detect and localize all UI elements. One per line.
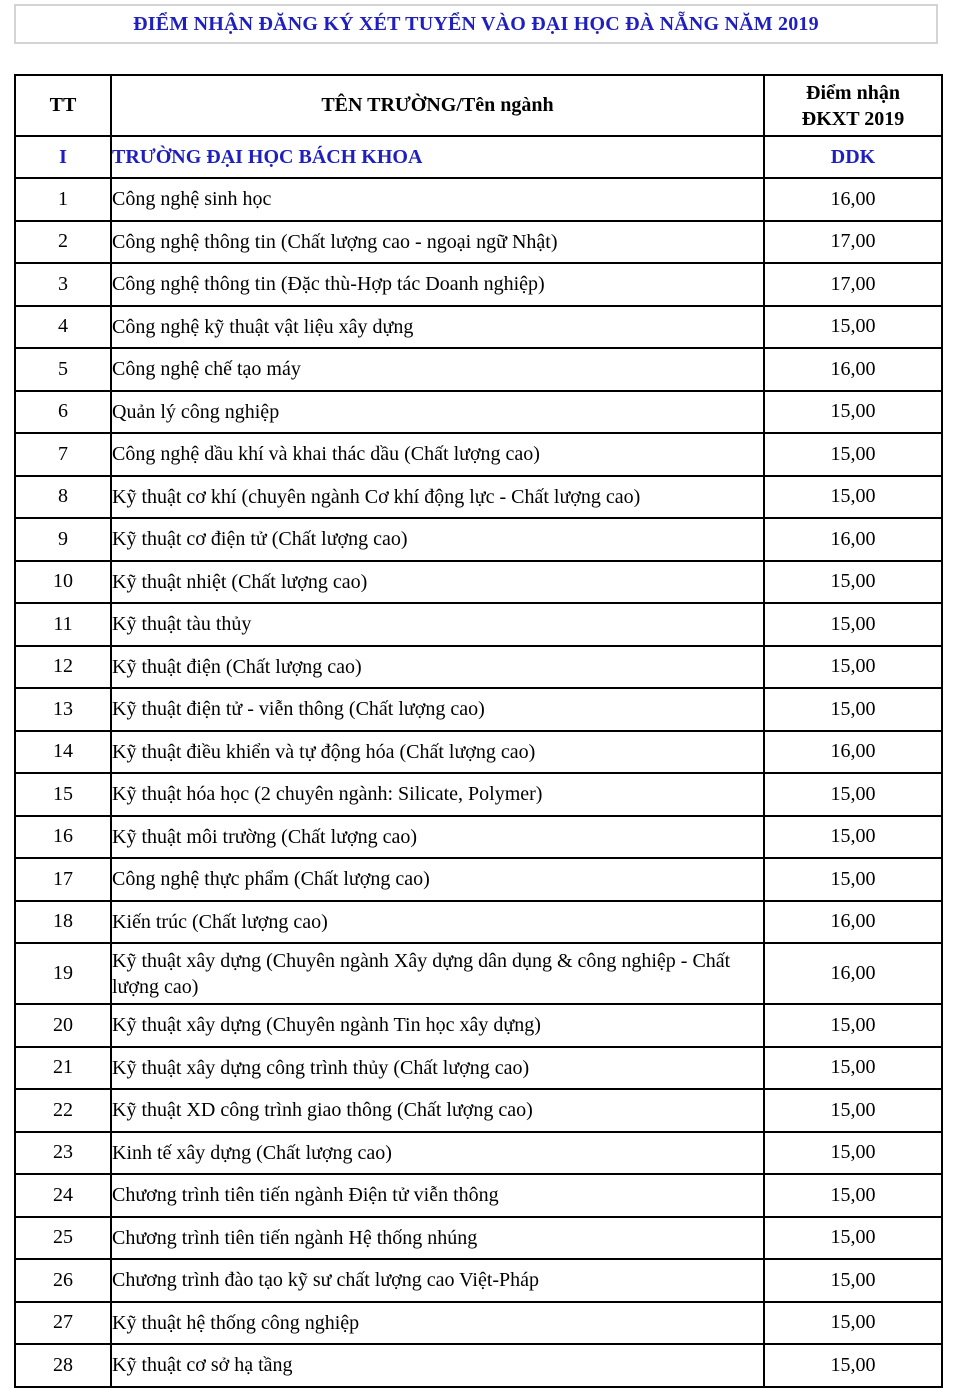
row-score: 15,00 [764,561,942,604]
table-row [15,1217,942,1260]
row-name: Kỹ thuật xây dựng (Chuyên ngành Xây dựng dân dụng & công nghiệp - Chất lượng cao) [111,943,764,1004]
row-tt: 27 [15,1302,111,1345]
row-score: 15,00 [764,646,942,689]
table-row [15,901,942,944]
table-row [15,858,942,901]
row-tt: 9 [15,518,111,561]
row-score: 15,00 [764,1004,942,1047]
row-name: Kỹ thuật điều khiển và tự động hóa (Chất lượng cao) [111,731,764,774]
row-tt: 2 [15,221,111,264]
header-score-line2: ĐKXT 2019 [801,107,905,130]
table-row [15,348,942,391]
row-score: 15,00 [764,433,942,476]
row-name: Công nghệ kỹ thuật vật liệu xây dựng [111,306,764,349]
group-row [15,136,942,178]
row-score: 15,00 [764,1344,942,1387]
row-score: 16,00 [764,178,942,221]
table-row [15,1259,942,1302]
row-tt: 11 [15,603,111,646]
row-score: 15,00 [764,816,942,859]
row-name: Kỹ thuật hóa học (2 chuyên ngành: Silicate, Polymer) [111,773,764,816]
table-row [15,391,942,434]
table-row [15,1344,942,1387]
row-score: 15,00 [764,688,942,731]
row-score: 15,00 [764,1259,942,1302]
row-tt: 20 [15,1004,111,1047]
row-name: Công nghệ thông tin (Đặc thù-Hợp tác Doanh nghiệp) [111,263,764,306]
row-score: 16,00 [764,943,942,1004]
row-name: Kỹ thuật xây dựng công trình thủy (Chất lượng cao) [111,1047,764,1090]
row-score: 16,00 [764,518,942,561]
row-tt: 8 [15,476,111,519]
row-score: 15,00 [764,1089,942,1132]
row-name: Kỹ thuật tàu thủy [111,603,764,646]
row-tt: 5 [15,348,111,391]
header-name: TÊN TRƯỜNG/Tên ngành [111,75,764,136]
table-row [15,731,942,774]
row-name: Kỹ thuật cơ điện tử (Chất lượng cao) [111,518,764,561]
group-score: DDK [764,136,942,178]
row-score: 15,00 [764,306,942,349]
row-name: Công nghệ dầu khí và khai thác dầu (Chất lượng cao) [111,433,764,476]
row-score: 15,00 [764,1302,942,1345]
table-row [15,1047,942,1090]
row-name: Kỹ thuật môi trường (Chất lượng cao) [111,816,764,859]
table-row [15,518,942,561]
header-score [764,75,942,136]
row-score: 15,00 [764,603,942,646]
row-name: Kỹ thuật nhiệt (Chất lượng cao) [111,561,764,604]
row-name: Chương trình đào tạo kỹ sư chất lượng cao Việt-Pháp [111,1259,764,1302]
row-score: 16,00 [764,731,942,774]
table-row [15,688,942,731]
row-tt: 25 [15,1217,111,1260]
row-tt: 19 [15,943,111,1004]
row-tt: 13 [15,688,111,731]
row-score: 16,00 [764,348,942,391]
row-name: Chương trình tiên tiến ngành Điện tử viễn thông [111,1174,764,1217]
group-name: TRƯỜNG ĐẠI HỌC BÁCH KHOA [111,136,764,178]
table-row [15,1004,942,1047]
row-name: Chương trình tiên tiến ngành Hệ thống nhúng [111,1217,764,1260]
row-name: Công nghệ chế tạo máy [111,348,764,391]
row-score: 17,00 [764,221,942,264]
row-tt: 12 [15,646,111,689]
row-name: Công nghệ thực phẩm (Chất lượng cao) [111,858,764,901]
row-tt: 28 [15,1344,111,1387]
table-row [15,943,942,1004]
table-row [15,646,942,689]
row-name: Kỹ thuật cơ sở hạ tầng [111,1344,764,1387]
row-tt: 24 [15,1174,111,1217]
row-name: Kỹ thuật điện (Chất lượng cao) [111,646,764,689]
page-title: ĐIỂM NHẬN ĐĂNG KÝ XÉT TUYỂN VÀO ĐẠI HỌC ĐÀ NẴNG NĂM 2019 [14,4,938,44]
row-score: 15,00 [764,391,942,434]
row-score: 16,00 [764,901,942,944]
row-score: 15,00 [764,858,942,901]
row-score: 15,00 [764,773,942,816]
row-tt: 3 [15,263,111,306]
row-tt: 21 [15,1047,111,1090]
table-row [15,1132,942,1175]
row-tt: 22 [15,1089,111,1132]
row-score: 15,00 [764,1047,942,1090]
table-row [15,773,942,816]
row-name: Kỹ thuật hệ thống công nghiệp [111,1302,764,1345]
row-score: 15,00 [764,1132,942,1175]
row-score: 15,00 [764,476,942,519]
table-row [15,603,942,646]
row-tt: 10 [15,561,111,604]
row-tt: 6 [15,391,111,434]
row-tt: 17 [15,858,111,901]
row-name: Kỹ thuật điện tử - viễn thông (Chất lượng cao) [111,688,764,731]
table-row [15,1302,942,1345]
row-name: Kiến trúc (Chất lượng cao) [111,901,764,944]
row-tt: 1 [15,178,111,221]
row-tt: 23 [15,1132,111,1175]
table-row [15,263,942,306]
table-row [15,433,942,476]
table-row [15,221,942,264]
row-name: Kỹ thuật xây dựng (Chuyên ngành Tin học xây dựng) [111,1004,764,1047]
row-tt: 16 [15,816,111,859]
row-name: Kinh tế xây dựng (Chất lượng cao) [111,1132,764,1175]
header-tt: TT [15,75,111,136]
row-score: 15,00 [764,1217,942,1260]
table-row [15,1089,942,1132]
table-header-row [15,75,942,136]
table-row [15,306,942,349]
row-score: 17,00 [764,263,942,306]
row-name: Kỹ thuật XD công trình giao thông (Chất lượng cao) [111,1089,764,1132]
row-tt: 7 [15,433,111,476]
row-tt: 26 [15,1259,111,1302]
table-row [15,561,942,604]
admission-score-table [14,74,943,1388]
table-row [15,816,942,859]
group-tt: I [15,136,111,178]
table-row [15,476,942,519]
table-row [15,178,942,221]
row-tt: 15 [15,773,111,816]
row-tt: 14 [15,731,111,774]
row-name: Công nghệ sinh học [111,178,764,221]
table-row [15,1174,942,1217]
row-tt: 18 [15,901,111,944]
header-score-line1: Điểm nhận [806,81,900,104]
row-tt: 4 [15,306,111,349]
row-name: Kỹ thuật cơ khí (chuyên ngành Cơ khí động lực - Chất lượng cao) [111,476,764,519]
row-score: 15,00 [764,1174,942,1217]
row-name: Công nghệ thông tin (Chất lượng cao - ngoại ngữ Nhật) [111,221,764,264]
row-name: Quản lý công nghiệp [111,391,764,434]
